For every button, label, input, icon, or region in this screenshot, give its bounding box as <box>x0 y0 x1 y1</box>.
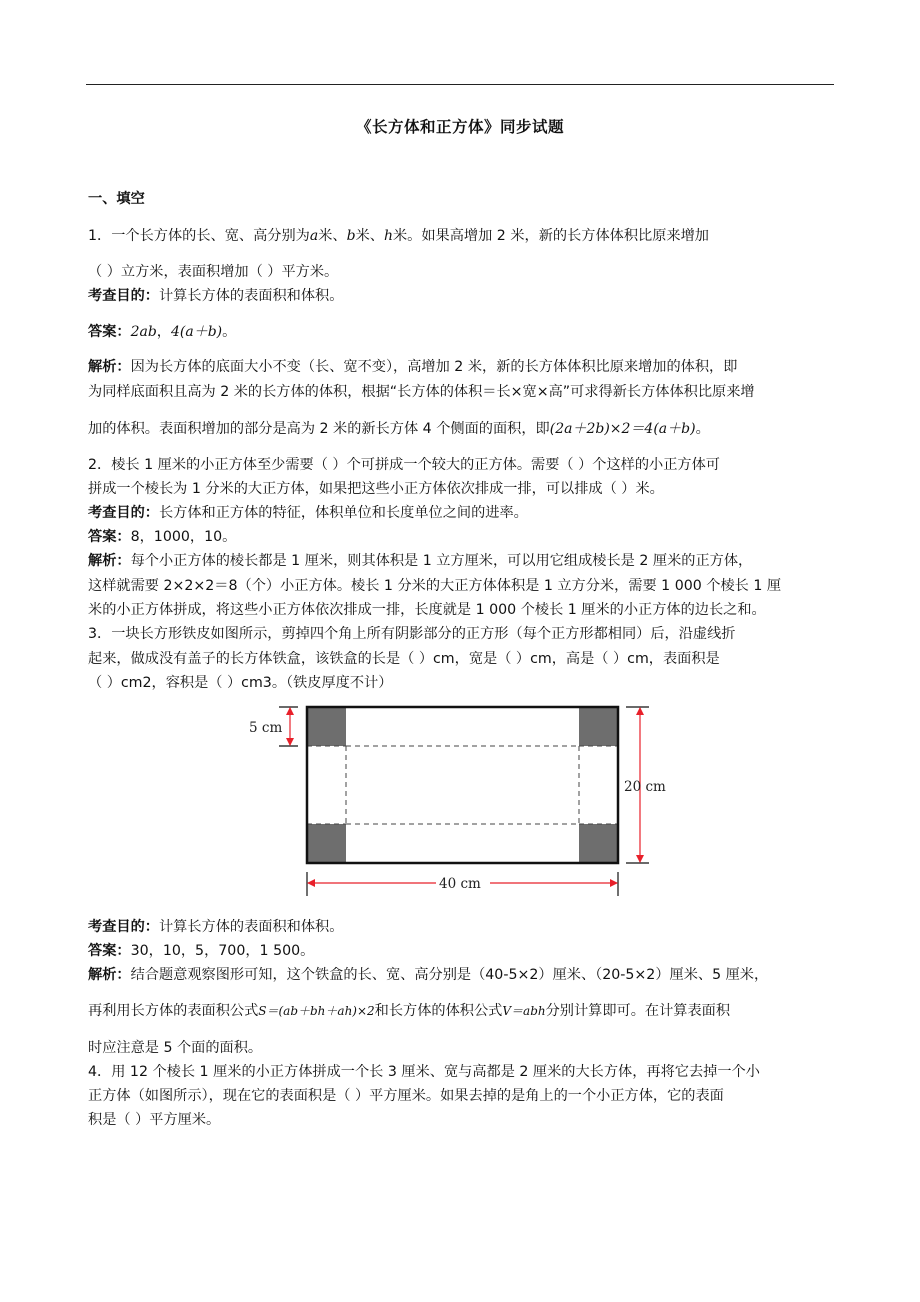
page-title: 《长方体和正方体》同步试题 <box>355 118 564 136</box>
q3-line-2: 起来，做成没有盖子的长方体铁盒，该铁盒的长是（ ）cm，宽是（ ）cm，高是（ ）cm，表面积是 <box>88 651 720 667</box>
q1-line-1 <box>88 226 838 246</box>
var-a: a <box>309 228 319 244</box>
q3-analysis-3: 时应注意是 5 个面的面积。 <box>88 1040 263 1056</box>
answer-formula: 4(a＋b) <box>171 324 223 340</box>
q2-analysis-3: 米的小正方体拼成，将这些小正方体依次排成一排，长度就是 1 000 个棱长 1 厘米的小正方体的边长之和。 <box>88 602 766 618</box>
answer-text: 30，10，5，700，1 500。 <box>130 943 315 959</box>
corner-dimension-label: 5 cm <box>249 720 283 736</box>
corner-square <box>579 707 618 746</box>
surface-area-formula: S＝(ab＋bh＋ah)×2 <box>258 1004 375 1018</box>
q4-line-2: 正方体（如图所示），现在它的表面积是（ ）平方厘米。如果去掉的是角上的一个小正方体，它的表面 <box>88 1088 724 1104</box>
analysis-text: 结合题意观察图形可知，这个铁盒的长、宽、高分别是（40-5×2）厘米、（20-5×2）厘米、5 厘米， <box>130 967 769 983</box>
q1-text: 米。如果高增加 2 米，新的长方体体积比原来增加 <box>392 228 709 244</box>
answer-formula: 2ab <box>130 324 157 340</box>
q1-analysis-1 <box>88 357 838 377</box>
corner-square <box>307 707 346 746</box>
q2-line-2: 拼成一个棱长为 1 分米的大正方体，如果把这些小正方体依次排成一排，可以排成（ ）米。 <box>88 481 664 497</box>
volume-formula: V＝abh <box>502 1004 546 1018</box>
purpose-text: 计算长方体的表面积和体积。 <box>158 288 344 304</box>
q1-analysis-3 <box>88 419 838 439</box>
q1-answer <box>88 322 838 342</box>
height-dimension-label: 20 cm <box>624 779 666 795</box>
var-b: b <box>346 228 356 244</box>
q3-analysis-2 <box>88 1001 838 1021</box>
purpose-text: 计算长方体的表面积和体积。 <box>158 919 344 935</box>
q3-purpose <box>88 917 838 937</box>
q4-line-3: 积是（ ）平方厘米。 <box>88 1112 221 1128</box>
fold-lines <box>307 746 618 824</box>
analysis-label: 解析： <box>88 553 131 569</box>
answer-label: 答案： <box>88 943 131 959</box>
q3-line-1: 3．一块长方形铁皮如图所示，剪掉四个角上所有阴影部分的正方形（每个正方形都相同）后，沿虚线折 <box>88 626 736 642</box>
answer-label: 答案： <box>88 324 131 340</box>
var-h: h <box>383 228 393 244</box>
answer-text: 8，1000，10。 <box>130 529 237 545</box>
q3-analysis-1 <box>88 965 838 985</box>
q3-answer <box>88 941 838 961</box>
sheet-figure <box>246 700 666 900</box>
q2-analysis-2: 这样就需要 2×2×2＝8（个）小正方体。棱长 1 分米的大正方体体积是 1 立方分米，需要 1 000 个棱长 1 厘 <box>88 578 782 594</box>
q1-text: 1．一个长方体的长、宽、高分别为 <box>88 228 310 244</box>
analysis-text: 每个小正方体的棱长都是 1 厘米，则其体积是 1 立方厘米，可以用它组成棱长是 2 厘米的正方体， <box>130 553 753 569</box>
analysis-label: 解析： <box>88 359 131 375</box>
purpose-label: 考查目的： <box>88 288 159 304</box>
answer-label: 答案： <box>88 529 131 545</box>
q2-purpose <box>88 503 838 523</box>
q2-answer <box>88 527 838 547</box>
corner-square <box>307 824 346 863</box>
q1-purpose <box>88 286 838 306</box>
q3-line-3: （ ）cm2，容积是（ ）cm3。（铁皮厚度不计） <box>88 675 393 691</box>
corner-square <box>579 824 618 863</box>
analysis-text: 再利用长方体的表面积公式 <box>88 1003 259 1019</box>
analysis-text: 分别计算即可。在计算表面积 <box>545 1003 731 1019</box>
analysis-text: 和长方体的体积公式 <box>374 1003 503 1019</box>
q1-sep: 米、 <box>318 228 347 244</box>
q1-line-2: （ ）立方米，表面积增加（ ）平方米。 <box>88 264 339 280</box>
analysis-text: 因为长方体的底面大小不变（长、宽不变），高增加 2 米，新的长方体体积比原来增加的体积，即 <box>130 359 738 375</box>
q4-line-1: 4．用 12 个棱长 1 厘米的小正方体拼成一个长 3 厘米、宽与高都是 2 厘米的大长方体，再将它去掉一个小 <box>88 1064 760 1080</box>
analysis-end: 。 <box>695 421 710 437</box>
section-heading: 一、填空 <box>88 191 145 207</box>
q2-line-1: 2．棱长 1 厘米的小正方体至少需要（ ）个可拼成一个较大的正方体。需要（ ）个这样的小正方体可 <box>88 457 720 473</box>
answer-end: 。 <box>222 324 237 340</box>
q2-analysis-1 <box>88 551 838 571</box>
width-dimension-label: 40 cm <box>439 876 481 892</box>
analysis-label: 解析： <box>88 967 131 983</box>
q1-sep: 米、 <box>355 228 384 244</box>
purpose-label: 考查目的： <box>88 505 159 521</box>
purpose-label: 考查目的： <box>88 919 159 935</box>
analysis-text: 加的体积。表面积增加的部分是高为 2 米的新长方体 4 个侧面的面积，即 <box>88 421 550 437</box>
analysis-formula: (2a＋2b)×2＝4(a＋b) <box>549 421 696 437</box>
header-rule <box>86 84 834 85</box>
q1-analysis-2: 为同样底面积且高为 2 米的长方体的体积，根据“长方体的体积＝长×宽×高”可求得新长方体体积比原来增 <box>88 384 755 400</box>
answer-sep: ， <box>156 324 171 340</box>
purpose-text: 长方体和正方体的特征，体积单位和长度单位之间的进率。 <box>158 505 528 521</box>
sheet-outline <box>307 707 618 863</box>
